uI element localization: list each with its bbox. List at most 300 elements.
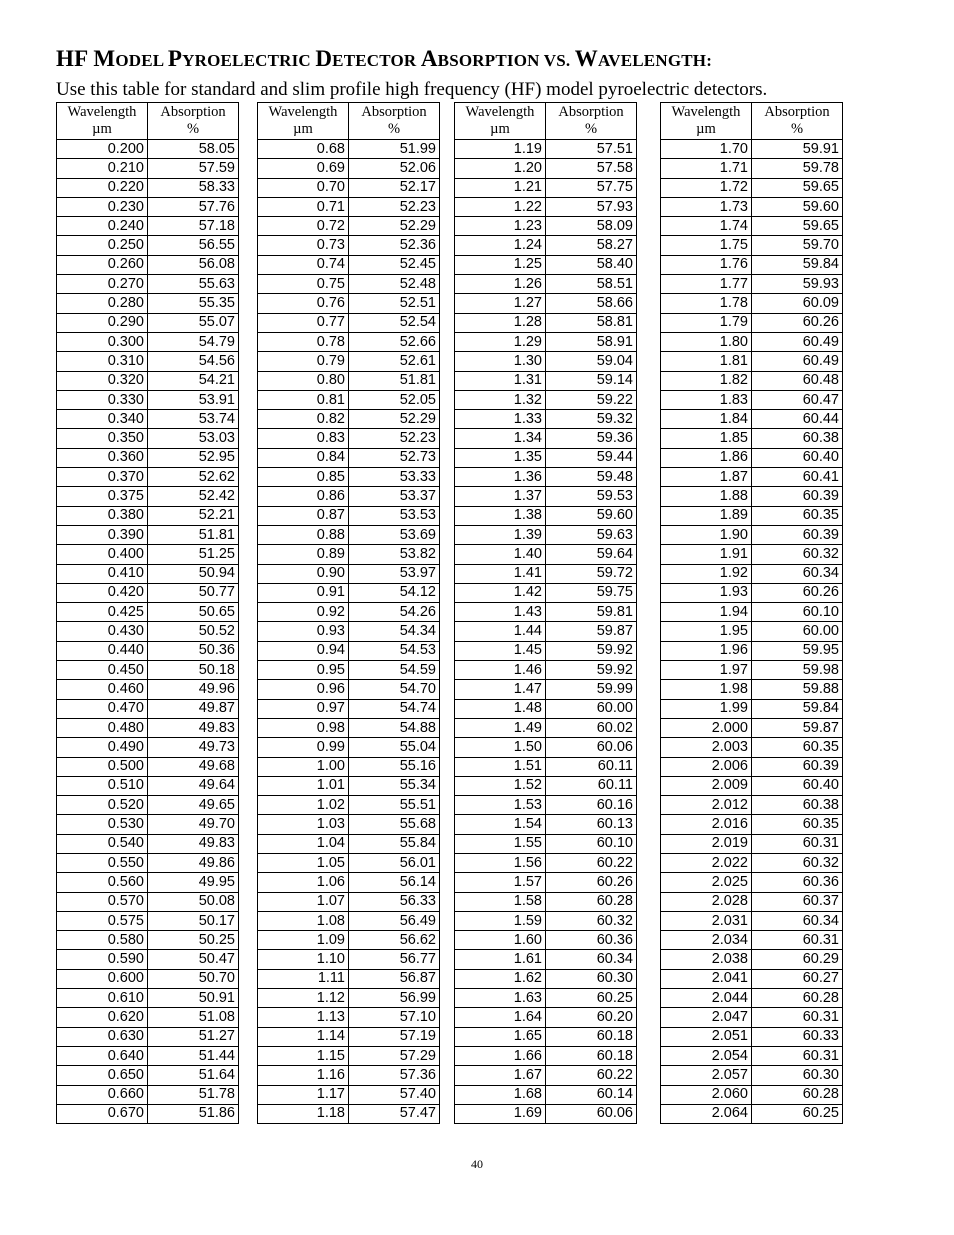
wavelength-cell: 2.025	[661, 873, 752, 892]
wavelength-cell: 2.034	[661, 931, 752, 950]
table-row	[57, 757, 239, 776]
absorption-cell: 56.01	[349, 853, 440, 872]
absorption-cell: 60.35	[752, 738, 843, 757]
wavelength-cell: 0.670	[57, 1104, 148, 1123]
wavelength-cell: 0.98	[258, 718, 349, 737]
wavelength-cell: 1.07	[258, 892, 349, 911]
absorption-cell: 57.58	[546, 159, 637, 178]
table-row	[661, 525, 843, 544]
wavelength-cell: 0.570	[57, 892, 148, 911]
wavelength-cell: 1.34	[455, 429, 546, 448]
wavelength-cell: 1.38	[455, 506, 546, 525]
table-row	[455, 159, 637, 178]
wavelength-cell: 0.600	[57, 969, 148, 988]
table-row	[258, 661, 440, 680]
wavelength-cell: 1.85	[661, 429, 752, 448]
absorption-cell: 51.25	[148, 545, 239, 564]
table-row	[661, 603, 843, 622]
absorption-cell: 49.73	[148, 738, 239, 757]
wavelength-cell: 1.13	[258, 1008, 349, 1027]
wavelength-cell: 1.80	[661, 332, 752, 351]
absorption-cell: 58.91	[546, 332, 637, 351]
table-row	[57, 178, 239, 197]
wavelength-cell: 1.75	[661, 236, 752, 255]
wavelength-cell: 1.49	[455, 718, 546, 737]
table-row	[455, 390, 637, 409]
wavelength-cell: 0.82	[258, 410, 349, 429]
wavelength-header	[258, 103, 349, 140]
absorption-cell: 59.63	[546, 525, 637, 544]
table-row	[57, 950, 239, 969]
wavelength-cell: 1.03	[258, 815, 349, 834]
absorption-cell: 60.25	[546, 989, 637, 1008]
wavelength-header-unit: µm	[696, 121, 716, 137]
wavelength-cell: 0.425	[57, 603, 148, 622]
wavelength-cell: 2.022	[661, 853, 752, 872]
absorption-cell: 60.49	[752, 332, 843, 351]
table-row	[455, 1046, 637, 1065]
wavelength-cell: 2.003	[661, 738, 752, 757]
absorption-cell: 50.94	[148, 564, 239, 583]
table-row	[455, 371, 637, 390]
wavelength-cell: 1.22	[455, 197, 546, 216]
absorption-cell: 60.30	[546, 969, 637, 988]
table-row	[57, 815, 239, 834]
wavelength-cell: 0.575	[57, 911, 148, 930]
absorption-cell: 56.49	[349, 911, 440, 930]
wavelength-cell: 0.400	[57, 545, 148, 564]
wavelength-cell: 2.047	[661, 1008, 752, 1027]
absorption-cell: 60.48	[752, 371, 843, 390]
table-row	[455, 1027, 637, 1046]
table-row	[258, 294, 440, 313]
table-row	[258, 738, 440, 757]
absorption-header-unit: %	[790, 121, 804, 137]
absorption-cell: 59.92	[546, 661, 637, 680]
title-part: YROELECTRIC	[182, 51, 316, 70]
absorption-cell: 59.87	[546, 622, 637, 641]
table-row	[258, 583, 440, 602]
wavelength-cell: 1.30	[455, 352, 546, 371]
wavelength-cell: 1.19	[455, 140, 546, 159]
table-row	[258, 140, 440, 159]
absorption-cell: 49.96	[148, 680, 239, 699]
wavelength-cell: 1.46	[455, 661, 546, 680]
table-row	[661, 1104, 843, 1123]
absorption-cell: 59.72	[546, 564, 637, 583]
absorption-cell: 54.88	[349, 718, 440, 737]
wavelength-cell: 1.91	[661, 545, 752, 564]
absorption-cell: 59.99	[546, 680, 637, 699]
absorption-cell: 55.68	[349, 815, 440, 834]
table-row	[258, 275, 440, 294]
wavelength-cell: 1.82	[661, 371, 752, 390]
absorption-cell: 57.51	[546, 140, 637, 159]
wavelength-cell: 0.250	[57, 236, 148, 255]
wavelength-cell: 1.40	[455, 545, 546, 564]
table-row	[258, 641, 440, 660]
table-row	[57, 622, 239, 641]
wavelength-cell: 1.55	[455, 834, 546, 853]
absorption-cell: 51.81	[349, 371, 440, 390]
wavelength-cell: 1.18	[258, 1104, 349, 1123]
absorption-cell: 60.47	[752, 390, 843, 409]
table-row	[455, 583, 637, 602]
absorption-cell: 59.48	[546, 468, 637, 487]
table-row	[258, 410, 440, 429]
absorption-cell: 58.81	[546, 313, 637, 332]
absorption-cell: 57.29	[349, 1046, 440, 1065]
absorption-cell: 50.17	[148, 911, 239, 930]
wavelength-cell: 0.540	[57, 834, 148, 853]
table-row	[455, 255, 637, 274]
table-row	[455, 448, 637, 467]
absorption-cell: 59.70	[752, 236, 843, 255]
table-row	[258, 1008, 440, 1027]
table-row	[258, 680, 440, 699]
table-row	[661, 776, 843, 795]
wavelength-cell: 0.85	[258, 468, 349, 487]
title-part: P	[167, 46, 183, 71]
table-row	[57, 680, 239, 699]
wavelength-cell: 1.64	[455, 1008, 546, 1027]
table-row	[455, 718, 637, 737]
title-part: W	[574, 46, 598, 71]
wavelength-cell: 1.31	[455, 371, 546, 390]
table-row	[661, 622, 843, 641]
absorption-cell: 50.70	[148, 969, 239, 988]
absorption-cell: 49.65	[148, 796, 239, 815]
absorption-cell: 57.19	[349, 1027, 440, 1046]
absorption-cell: 56.14	[349, 873, 440, 892]
table-row	[258, 352, 440, 371]
wavelength-cell: 0.510	[57, 776, 148, 795]
table-row	[258, 468, 440, 487]
wavelength-cell: 0.460	[57, 680, 148, 699]
wavelength-cell: 1.16	[258, 1066, 349, 1085]
absorption-cell: 50.77	[148, 583, 239, 602]
wavelength-cell: 0.74	[258, 255, 349, 274]
table-row	[661, 140, 843, 159]
absorption-cell: 59.65	[752, 217, 843, 236]
absorption-cell: 52.62	[148, 468, 239, 487]
table-row	[57, 1046, 239, 1065]
table-row	[57, 429, 239, 448]
wavelength-cell: 1.37	[455, 487, 546, 506]
absorption-cell: 51.44	[148, 1046, 239, 1065]
absorption-cell: 57.47	[349, 1104, 440, 1123]
table-row	[258, 950, 440, 969]
table-row	[57, 661, 239, 680]
table-row	[57, 738, 239, 757]
wavelength-cell: 2.016	[661, 815, 752, 834]
table-row	[57, 159, 239, 178]
absorption-cell: 49.83	[148, 834, 239, 853]
wavelength-cell: 1.93	[661, 583, 752, 602]
absorption-cell: 49.86	[148, 853, 239, 872]
absorption-cell: 52.51	[349, 294, 440, 313]
wavelength-cell: 1.90	[661, 525, 752, 544]
wavelength-cell: 1.24	[455, 236, 546, 255]
table-row	[661, 545, 843, 564]
table-row	[661, 294, 843, 313]
absorption-cell: 60.29	[752, 950, 843, 969]
wavelength-cell: 2.051	[661, 1027, 752, 1046]
table-row	[455, 525, 637, 544]
absorption-header-unit: %	[584, 121, 598, 137]
absorption-cell: 52.42	[148, 487, 239, 506]
table-row	[661, 1046, 843, 1065]
absorption-cell: 60.32	[546, 911, 637, 930]
wavelength-cell: 1.44	[455, 622, 546, 641]
wavelength-cell: 0.430	[57, 622, 148, 641]
wavelength-cell: 1.59	[455, 911, 546, 930]
table-row	[455, 950, 637, 969]
table-row	[57, 525, 239, 544]
absorption-cell: 50.47	[148, 950, 239, 969]
table-row	[661, 448, 843, 467]
absorption-cell: 57.59	[148, 159, 239, 178]
wavelength-cell: 0.260	[57, 255, 148, 274]
table-row	[661, 1027, 843, 1046]
table-row	[455, 622, 637, 641]
table-row	[57, 699, 239, 718]
wavelength-cell: 0.590	[57, 950, 148, 969]
page-number: 40	[471, 1157, 483, 1171]
wavelength-cell: 0.75	[258, 275, 349, 294]
absorption-cell: 54.26	[349, 603, 440, 622]
wavelength-cell: 0.79	[258, 352, 349, 371]
wavelength-cell: 1.14	[258, 1027, 349, 1046]
absorption-cell: 60.06	[546, 738, 637, 757]
absorption-cell: 54.74	[349, 699, 440, 718]
absorption-cell: 49.87	[148, 699, 239, 718]
absorption-cell: 59.60	[546, 506, 637, 525]
table-row	[57, 989, 239, 1008]
title-part: ETECTOR	[332, 51, 421, 70]
table-row	[661, 217, 843, 236]
table-row	[455, 834, 637, 853]
table-row	[661, 410, 843, 429]
absorption-cell: 59.87	[752, 718, 843, 737]
absorption-cell: 60.20	[546, 1008, 637, 1027]
wavelength-cell: 0.84	[258, 448, 349, 467]
wavelength-cell: 1.02	[258, 796, 349, 815]
absorption-cell: 60.02	[546, 718, 637, 737]
absorption-header-unit: %	[186, 121, 200, 137]
wavelength-cell: 0.280	[57, 294, 148, 313]
wavelength-cell: 1.41	[455, 564, 546, 583]
wavelength-cell: 0.620	[57, 1008, 148, 1027]
absorption-cell: 59.84	[752, 699, 843, 718]
absorption-cell: 52.45	[349, 255, 440, 274]
table-row	[258, 989, 440, 1008]
table-row	[661, 197, 843, 216]
absorption-cell: 52.36	[349, 236, 440, 255]
table-row	[57, 911, 239, 930]
table-row	[57, 332, 239, 351]
wavelength-cell: 1.58	[455, 892, 546, 911]
wavelength-cell: 1.12	[258, 989, 349, 1008]
table-row	[258, 892, 440, 911]
absorption-cell: 57.93	[546, 197, 637, 216]
table-row	[455, 699, 637, 718]
title-part: HF M	[56, 46, 116, 71]
wavelength-cell: 0.200	[57, 140, 148, 159]
table-row	[661, 757, 843, 776]
table-row	[455, 410, 637, 429]
absorption-cell: 60.00	[752, 622, 843, 641]
table-row	[455, 873, 637, 892]
table-row	[455, 853, 637, 872]
wavelength-cell: 0.520	[57, 796, 148, 815]
absorption-cell: 60.13	[546, 815, 637, 834]
absorption-cell: 55.35	[148, 294, 239, 313]
wavelength-header-label: Wavelength	[268, 104, 338, 120]
absorption-cell: 58.51	[546, 275, 637, 294]
absorption-cell: 60.44	[752, 410, 843, 429]
wavelength-cell: 0.77	[258, 313, 349, 332]
wavelength-cell: 0.81	[258, 390, 349, 409]
table-row	[258, 1085, 440, 1104]
table-row	[661, 641, 843, 660]
wavelength-cell: 1.63	[455, 989, 546, 1008]
table-row	[57, 390, 239, 409]
wavelength-cell: 1.29	[455, 332, 546, 351]
absorption-cell: 49.64	[148, 776, 239, 795]
absorption-cell: 59.98	[752, 661, 843, 680]
absorption-cell: 49.68	[148, 757, 239, 776]
table-row	[455, 757, 637, 776]
wavelength-cell: 2.028	[661, 892, 752, 911]
wavelength-cell: 0.340	[57, 410, 148, 429]
table-header-row	[455, 103, 637, 140]
table-row	[661, 506, 843, 525]
wavelength-cell: 0.410	[57, 564, 148, 583]
table-row	[258, 390, 440, 409]
wavelength-cell: 0.78	[258, 332, 349, 351]
wavelength-cell: 0.93	[258, 622, 349, 641]
absorption-cell: 60.36	[752, 873, 843, 892]
wavelength-header-label: Wavelength	[671, 104, 741, 120]
table-row	[57, 583, 239, 602]
absorption-cell: 49.83	[148, 718, 239, 737]
absorption-table-3	[454, 102, 637, 1124]
wavelength-cell: 1.95	[661, 622, 752, 641]
wavelength-cell: 1.57	[455, 873, 546, 892]
wavelength-cell: 1.39	[455, 525, 546, 544]
wavelength-cell: 2.064	[661, 1104, 752, 1123]
absorption-cell: 60.39	[752, 525, 843, 544]
absorption-cell: 51.08	[148, 1008, 239, 1027]
table-row	[258, 796, 440, 815]
absorption-cell: 60.22	[546, 853, 637, 872]
absorption-cell: 60.33	[752, 1027, 843, 1046]
wavelength-cell: 0.240	[57, 217, 148, 236]
absorption-header-label: Absorption	[558, 104, 624, 120]
title-part: BSORPTION VS.	[437, 51, 575, 70]
absorption-cell: 53.74	[148, 410, 239, 429]
table-row	[455, 1104, 637, 1123]
wavelength-cell: 1.86	[661, 448, 752, 467]
absorption-cell: 52.17	[349, 178, 440, 197]
absorption-cell: 60.37	[752, 892, 843, 911]
absorption-cell: 59.84	[752, 255, 843, 274]
wavelength-cell: 1.88	[661, 487, 752, 506]
absorption-cell: 59.04	[546, 352, 637, 371]
wavelength-cell: 0.76	[258, 294, 349, 313]
wavelength-cell: 1.92	[661, 564, 752, 583]
table-row	[661, 583, 843, 602]
table-row	[661, 313, 843, 332]
wavelength-cell: 2.044	[661, 989, 752, 1008]
absorption-cell: 60.34	[546, 950, 637, 969]
wavelength-cell: 0.99	[258, 738, 349, 757]
table-row	[661, 873, 843, 892]
absorption-cell: 50.36	[148, 641, 239, 660]
wavelength-cell: 0.300	[57, 332, 148, 351]
table-row	[258, 332, 440, 351]
wavelength-cell: 1.94	[661, 603, 752, 622]
table-row	[455, 680, 637, 699]
table-row	[258, 487, 440, 506]
wavelength-cell: 1.69	[455, 1104, 546, 1123]
table-row	[661, 1066, 843, 1085]
absorption-cell: 55.34	[349, 776, 440, 795]
absorption-cell: 60.34	[752, 564, 843, 583]
table-row	[455, 989, 637, 1008]
absorption-cell: 59.78	[752, 159, 843, 178]
wavelength-cell: 0.360	[57, 448, 148, 467]
table-row	[661, 718, 843, 737]
table-row	[455, 738, 637, 757]
absorption-header	[546, 103, 637, 140]
absorption-cell: 56.87	[349, 969, 440, 988]
wavelength-cell: 1.89	[661, 506, 752, 525]
table-row	[57, 217, 239, 236]
table-row	[455, 236, 637, 255]
page-title	[56, 46, 712, 72]
wavelength-header-unit: µm	[92, 121, 112, 137]
wavelength-header-label: Wavelength	[67, 104, 137, 120]
absorption-cell: 59.44	[546, 448, 637, 467]
table-row	[455, 1008, 637, 1027]
table-row	[661, 255, 843, 274]
wavelength-cell: 0.69	[258, 159, 349, 178]
table-row	[57, 931, 239, 950]
table-row	[57, 506, 239, 525]
table-row	[661, 661, 843, 680]
table-row	[258, 1046, 440, 1065]
wavelength-cell: 0.500	[57, 757, 148, 776]
absorption-cell: 52.54	[349, 313, 440, 332]
title-part: AVELENGTH:	[597, 51, 713, 70]
table-row	[57, 1085, 239, 1104]
table-row	[661, 352, 843, 371]
table-row	[57, 776, 239, 795]
absorption-cell: 53.97	[349, 564, 440, 583]
absorption-cell: 52.29	[349, 217, 440, 236]
absorption-cell: 53.33	[349, 468, 440, 487]
wavelength-cell: 0.72	[258, 217, 349, 236]
table-row	[661, 178, 843, 197]
table-row	[661, 969, 843, 988]
absorption-cell: 59.53	[546, 487, 637, 506]
table-row	[57, 545, 239, 564]
absorption-cell: 50.08	[148, 892, 239, 911]
absorption-cell: 60.25	[752, 1104, 843, 1123]
table-row	[455, 796, 637, 815]
